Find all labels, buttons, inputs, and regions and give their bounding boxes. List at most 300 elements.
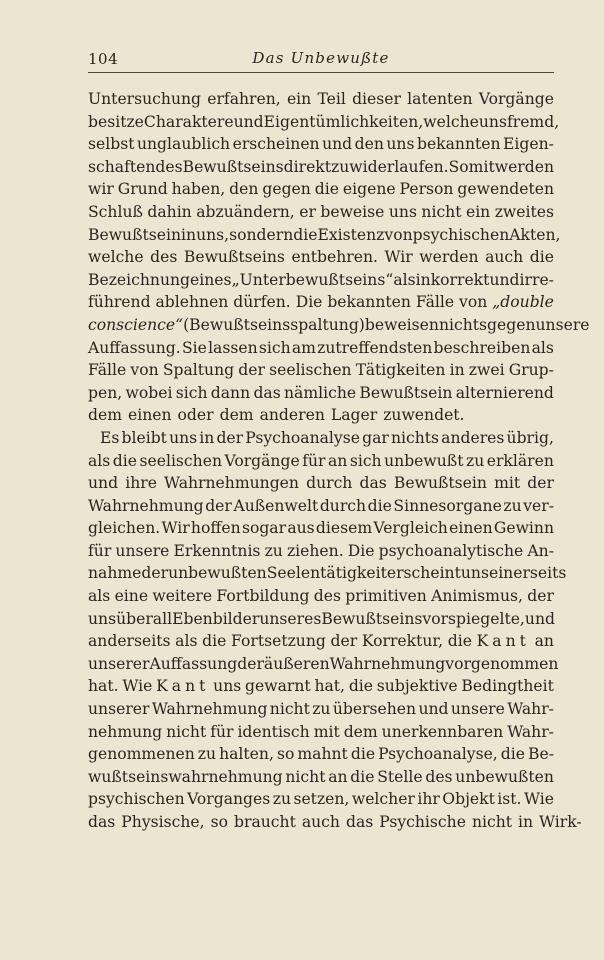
word: Physische,: [121, 813, 205, 831]
word: „Unterbewußtseins“: [231, 270, 394, 289]
word: der: [238, 361, 265, 380]
text-line: [88, 788, 554, 811]
word: nämliche: [284, 383, 357, 402]
word: übrig,: [506, 428, 554, 447]
word: zwei: [468, 361, 505, 380]
word: vorspiegelte,: [422, 609, 525, 628]
word: dahin: [147, 202, 192, 221]
word: alternierend: [455, 383, 554, 402]
word: unerkennbaren: [381, 722, 504, 741]
word: sogar: [241, 519, 287, 538]
word: diesem: [315, 519, 373, 538]
word: zu: [465, 451, 485, 470]
word: unserer: [88, 700, 150, 719]
text-line: [88, 224, 561, 247]
word: Vergleich: [373, 519, 448, 538]
word: identisch: [237, 722, 310, 741]
word: die: [348, 677, 374, 696]
word: einerseits: [488, 564, 567, 583]
word: Bewußtsein: [359, 383, 453, 402]
text-line: [88, 156, 554, 179]
text-line: [88, 201, 554, 224]
text-line: [88, 291, 554, 314]
word: bekannten: [327, 293, 411, 312]
word: die: [447, 632, 472, 651]
word: welche: [423, 112, 479, 131]
word: in: [518, 813, 534, 831]
word: Es: [100, 428, 120, 447]
word: Seelentätigkeit: [266, 564, 387, 583]
text-line: [88, 698, 554, 721]
word: überall: [116, 609, 173, 628]
word: durch: [319, 496, 367, 515]
word: der: [205, 496, 232, 515]
word: unsere: [450, 700, 505, 719]
text-line: [88, 472, 554, 495]
word: des: [313, 587, 341, 606]
text-line: [88, 653, 559, 676]
word: genommenen: [88, 745, 195, 764]
word: gewarnt: [245, 677, 311, 696]
word: ein: [286, 90, 312, 108]
word: uns: [478, 112, 507, 131]
word: Kant: [156, 677, 210, 696]
word: Untersuchung: [88, 90, 202, 108]
word: conscience“: [88, 315, 184, 334]
word: braucht: [234, 813, 296, 831]
word: „double: [492, 293, 554, 312]
text-line: [88, 517, 554, 540]
word: Charaktere: [143, 112, 234, 131]
word: entbehren.: [291, 248, 378, 267]
word: erfahren,: [207, 90, 281, 108]
word: erklären: [486, 451, 554, 470]
word: Sinnesorgane: [393, 496, 502, 515]
text-line: [88, 608, 554, 631]
word: Ebenbilder: [172, 609, 260, 628]
word: dürfen.: [233, 293, 291, 312]
text-line: [88, 630, 554, 653]
word: Wahr-: [507, 722, 554, 741]
word: zu: [503, 496, 522, 515]
word: durch: [306, 474, 353, 493]
word: zuwendet.: [383, 406, 465, 425]
text-line: [88, 585, 554, 608]
word: die: [112, 451, 137, 470]
word: in: [449, 361, 465, 380]
word: der: [527, 474, 554, 493]
word: Be-: [528, 745, 554, 764]
word: unserer: [88, 654, 150, 673]
word: haben,: [171, 180, 226, 199]
word: von: [459, 293, 488, 312]
word: ablehnen: [155, 293, 229, 312]
word: des: [425, 767, 453, 786]
word: an: [327, 451, 348, 470]
word: gar: [362, 428, 389, 447]
word: als: [88, 587, 111, 606]
word: Bewußtsein: [393, 474, 487, 493]
word: die: [202, 632, 227, 651]
word: Fortsetzung: [231, 632, 326, 651]
word: der: [527, 587, 554, 606]
word: anderes: [441, 428, 505, 447]
word: uns: [169, 428, 198, 447]
text-line: [88, 133, 554, 156]
word: Kant: [476, 632, 530, 651]
word: erscheinen: [232, 135, 320, 154]
word: in: [199, 428, 215, 447]
word: einen: [449, 519, 493, 538]
word: Eigen-: [503, 135, 554, 154]
word: nicht: [471, 813, 513, 831]
word: Wir: [161, 519, 190, 538]
word: Wir: [384, 248, 413, 267]
word: Wahrnehmung: [329, 654, 446, 673]
text-line: [88, 337, 554, 360]
word: die: [500, 745, 525, 764]
word: besitze: [88, 112, 144, 131]
word: des: [155, 157, 183, 176]
word: direkt: [283, 157, 332, 176]
text-line: [88, 382, 554, 405]
word: weitere: [152, 587, 213, 606]
word: Existenz: [317, 225, 385, 244]
word: die: [293, 225, 318, 244]
word: für: [302, 451, 326, 470]
word: aus: [287, 519, 315, 538]
word: dem: [88, 406, 122, 425]
word: nicht: [269, 700, 310, 719]
word: unbewußt: [384, 451, 464, 470]
word: unsere: [535, 315, 590, 334]
word: wußtseinswahrnehmung: [88, 767, 283, 786]
word: beschreiben: [433, 338, 531, 357]
word: Die: [347, 541, 375, 560]
word: Vorgänge: [224, 451, 300, 470]
word: des: [150, 248, 178, 267]
word: unbewußten: [455, 767, 554, 786]
page-header: [88, 48, 554, 73]
word: beweisen: [364, 315, 439, 334]
word: gleichen.: [88, 519, 161, 538]
word: das: [359, 474, 387, 493]
word: Wahrnehmungen: [164, 474, 299, 493]
word: hoffen: [190, 519, 241, 538]
word: von: [130, 361, 159, 380]
word: oder: [177, 406, 214, 425]
word: als: [88, 451, 111, 470]
word: halten,: [219, 745, 274, 764]
text-line: [88, 743, 554, 766]
word: gegen: [487, 315, 536, 334]
word: führend: [88, 293, 151, 312]
word: bleibt: [121, 428, 167, 447]
word: an: [328, 767, 348, 786]
word: uns: [386, 135, 415, 154]
word: unglaublich: [136, 135, 231, 154]
text-line: [88, 811, 582, 834]
word: den: [229, 180, 259, 199]
running-title: Das Unbewußte: [252, 49, 390, 67]
word: eines: [190, 270, 232, 289]
word: latenten: [407, 90, 473, 108]
word: Lager: [330, 406, 378, 425]
word: der: [330, 632, 358, 651]
word: Auffassung.: [88, 338, 181, 357]
word: Gewinn: [493, 519, 554, 538]
word: mit: [313, 722, 340, 741]
word: pen,: [88, 383, 123, 402]
word: den: [354, 135, 384, 154]
word: zu: [312, 700, 331, 719]
word: und: [489, 270, 520, 289]
word: wir: [88, 180, 114, 199]
word: Somit: [448, 157, 495, 176]
word: sich: [349, 451, 382, 470]
word: uns: [88, 609, 117, 628]
word: wobei: [125, 383, 173, 402]
word: ein: [465, 202, 491, 221]
word: gewendeten: [457, 180, 554, 199]
text-line: [88, 675, 554, 698]
word: die: [367, 496, 392, 515]
word: nichts: [438, 315, 488, 334]
word: zweites: [494, 202, 554, 221]
word: am: [291, 338, 316, 357]
word: Bewußtseins: [183, 248, 285, 267]
word: sich: [258, 338, 291, 357]
word: die: [529, 248, 554, 267]
word: Psychische: [379, 813, 466, 831]
word: primitiven: [345, 587, 427, 606]
word: werden: [419, 248, 479, 267]
word: psychischen: [412, 225, 510, 244]
word: das: [88, 813, 116, 831]
word: zutreffendsten: [317, 338, 433, 357]
word: uns: [213, 677, 242, 696]
word: das: [253, 383, 281, 402]
word: nicht: [285, 767, 326, 786]
word: seelischen: [139, 451, 222, 470]
word: irre-: [519, 270, 554, 289]
word: Außenwelt: [233, 496, 319, 515]
text-line: [88, 359, 554, 382]
text-line: [88, 404, 554, 427]
word: äußeren: [263, 654, 330, 673]
word: seelischen: [269, 361, 352, 380]
text-line: [88, 721, 554, 744]
word: dem: [343, 722, 378, 741]
word: der: [141, 564, 169, 583]
word: schaften: [88, 157, 156, 176]
word: bekannten: [416, 135, 501, 154]
word: die: [350, 767, 375, 786]
word: uns,: [196, 225, 230, 244]
word: Objekt: [442, 790, 495, 809]
word: und: [322, 135, 353, 154]
text-line: [88, 178, 554, 201]
text-line: [88, 111, 560, 134]
word: Wie: [122, 677, 153, 696]
page-number: 104: [88, 50, 119, 68]
word: sich: [175, 383, 208, 402]
text-line: [88, 88, 554, 111]
word: an: [534, 632, 554, 651]
word: so: [210, 813, 229, 831]
text-line: [88, 766, 554, 789]
word: Wahrnehmung: [151, 700, 268, 719]
word: Die: [295, 293, 323, 312]
word: Akten,: [509, 225, 561, 244]
word: anderen: [259, 406, 325, 425]
word: die: [314, 180, 339, 199]
body-text: [88, 88, 590, 834]
word: Korrektur,: [361, 632, 444, 651]
word: Fälle: [415, 293, 455, 312]
word: Person: [399, 180, 454, 199]
word: der: [216, 428, 244, 447]
word: Wirk-: [539, 813, 582, 831]
word: selbst: [88, 135, 135, 154]
word: als: [531, 338, 554, 357]
word: unsere: [115, 541, 170, 560]
word: und: [418, 700, 449, 719]
word: und: [524, 609, 555, 628]
word: von: [384, 225, 413, 244]
word: auch: [301, 813, 340, 831]
word: psychischen: [88, 790, 185, 809]
word: Vorganges: [187, 790, 271, 809]
word: unseres: [259, 609, 322, 628]
word: fremd,: [506, 112, 560, 131]
word: Stelle: [377, 767, 423, 786]
word: als: [175, 632, 198, 651]
word: Bewußtseins: [321, 609, 423, 628]
word: erscheint: [386, 564, 461, 583]
word: Wahr-: [507, 700, 554, 719]
word: das: [345, 813, 374, 831]
word: ver-: [523, 496, 554, 515]
word: dieser: [352, 90, 401, 108]
word: so: [276, 745, 295, 764]
word: anderseits: [88, 632, 171, 651]
word: welche: [88, 248, 144, 267]
word: Fortbildung: [216, 587, 310, 606]
word: gegen: [262, 180, 311, 199]
word: hat.: [88, 677, 119, 696]
word: zu: [264, 541, 283, 560]
word: einen: [128, 406, 172, 425]
word: mit: [494, 474, 521, 493]
word: setzen,: [293, 790, 350, 809]
text-line: [88, 269, 554, 292]
word: nicht: [166, 722, 207, 741]
word: in: [181, 225, 197, 244]
word: Schluß: [88, 202, 143, 221]
word: lassen: [208, 338, 258, 357]
text-line: [88, 540, 554, 563]
word: unbewußten: [168, 564, 267, 583]
word: Psychoanalyse,: [378, 745, 498, 764]
word: Spaltung: [162, 361, 235, 380]
word: sondern: [229, 225, 294, 244]
text-line: [88, 495, 554, 518]
word: Grund: [117, 180, 168, 199]
word: Sie: [181, 338, 207, 357]
word: Bewußtseins: [182, 157, 284, 176]
text-line: [88, 246, 554, 269]
word: er: [299, 202, 316, 221]
word: nehmung: [88, 722, 163, 741]
word: (Bewußtseinsspaltung): [183, 315, 365, 334]
word: psychoanalytische: [378, 541, 524, 560]
word: An-: [527, 541, 554, 560]
word: für: [210, 722, 234, 741]
text-line: [88, 314, 590, 337]
word: Fälle: [88, 361, 127, 380]
word: nichts: [390, 428, 440, 447]
word: werden: [494, 157, 555, 176]
word: Bezeichnung: [88, 270, 191, 289]
word: inkorrekt: [415, 270, 490, 289]
word: zu: [272, 790, 291, 809]
word: Teil: [317, 90, 346, 108]
word: Wie: [523, 790, 554, 809]
word: übersehen: [332, 700, 417, 719]
word: Erkenntnis: [173, 541, 261, 560]
text-line: [88, 562, 567, 585]
word: ihre: [125, 474, 157, 493]
word: Auffassung: [149, 654, 238, 673]
word: nahme: [88, 564, 142, 583]
word: zuwiderlaufen.: [331, 157, 449, 176]
word: zu: [197, 745, 217, 764]
word: Grup-: [508, 361, 554, 380]
word: ihr: [417, 790, 440, 809]
word: die: [350, 745, 376, 764]
word: Bewußtsein: [88, 225, 182, 244]
word: ist.: [497, 790, 522, 809]
word: auch: [485, 248, 524, 267]
word: Wahrnehmung: [88, 496, 204, 515]
word: Bedingtheit: [461, 677, 554, 696]
word: hat,: [314, 677, 346, 696]
word: vorgenommen: [445, 654, 559, 673]
word: für: [88, 541, 112, 560]
word: uns: [388, 202, 417, 221]
text-line: [88, 427, 554, 450]
word: subjektive: [376, 677, 458, 696]
word: eigene: [342, 180, 396, 199]
word: Tätigkeiten: [355, 361, 446, 380]
word: Animismus,: [431, 587, 523, 606]
word: ziehen.: [286, 541, 344, 560]
word: als: [393, 270, 416, 289]
word: eine: [114, 587, 149, 606]
word: beweise: [320, 202, 385, 221]
word: Eigentümlichkeiten,: [263, 112, 424, 131]
word: nicht: [421, 202, 462, 221]
word: welcher: [351, 790, 415, 809]
word: uns: [460, 564, 489, 583]
word: und: [88, 474, 119, 493]
word: Vorgänge: [478, 90, 554, 108]
word: dem: [219, 406, 254, 425]
word: Psychoanalyse: [245, 428, 360, 447]
word: mahnt: [297, 745, 348, 764]
word: dann: [210, 383, 251, 402]
